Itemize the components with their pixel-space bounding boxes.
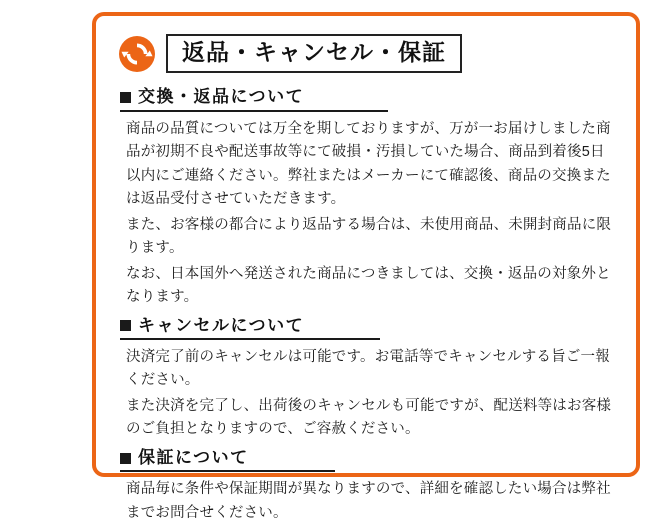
- panel-inner: [96, 16, 636, 521]
- section-paragraph: 商品毎に条件や保証期間が異なりますので、詳細を確認したい場合は弊社までお問合せください。: [126, 481, 611, 521]
- section-title: キャンセルについて: [138, 315, 305, 335]
- section-paragraph: また、お客様の都合により返品する場合は、未使用商品、未開封商品に限ります。: [126, 216, 612, 257]
- section-paragraph: また決済を完了し、出荷後のキャンセルも可能ですが、配送料等はお客様のご負担となりますので、ご容赦ください。: [126, 397, 612, 438]
- section-cancellation: [118, 316, 616, 442]
- section-heading-row: [120, 87, 388, 111]
- returns-policy-panel: [92, 12, 640, 521]
- section-title: 交換・返品について: [138, 87, 305, 107]
- refresh-circular-arrows-icon: [118, 35, 156, 73]
- section-paragraph: なお、日本国外へ発送された商品につきましては、交換・返品の対象外となります。: [126, 265, 611, 306]
- section-warranty: [118, 448, 616, 525]
- section-heading-row: [120, 448, 335, 472]
- panel-title-row: [118, 34, 616, 73]
- square-bullet-icon: [120, 320, 131, 331]
- square-bullet-icon: [120, 453, 131, 464]
- section-paragraph: 決済完了前のキャンセルは可能です。お電話等でキャンセルする旨ご一報ください。: [126, 348, 610, 389]
- section-exchange-returns: [118, 87, 616, 309]
- square-bullet-icon: [120, 92, 131, 103]
- section-title: 保証について: [138, 447, 249, 467]
- section-paragraph: 商品の品質については万全を期しておりますが、万が一お届けしました商品が初期不良や配送事故等にて破損・汚損していた場合、商品到着後5日以内にご連絡ください。弊社またはメーカーにて確認後、商品の交換または返品受付させていただきます。: [126, 120, 611, 208]
- page-title: 返品・キャンセル・保証: [166, 34, 462, 73]
- section-heading-row: [120, 316, 380, 340]
